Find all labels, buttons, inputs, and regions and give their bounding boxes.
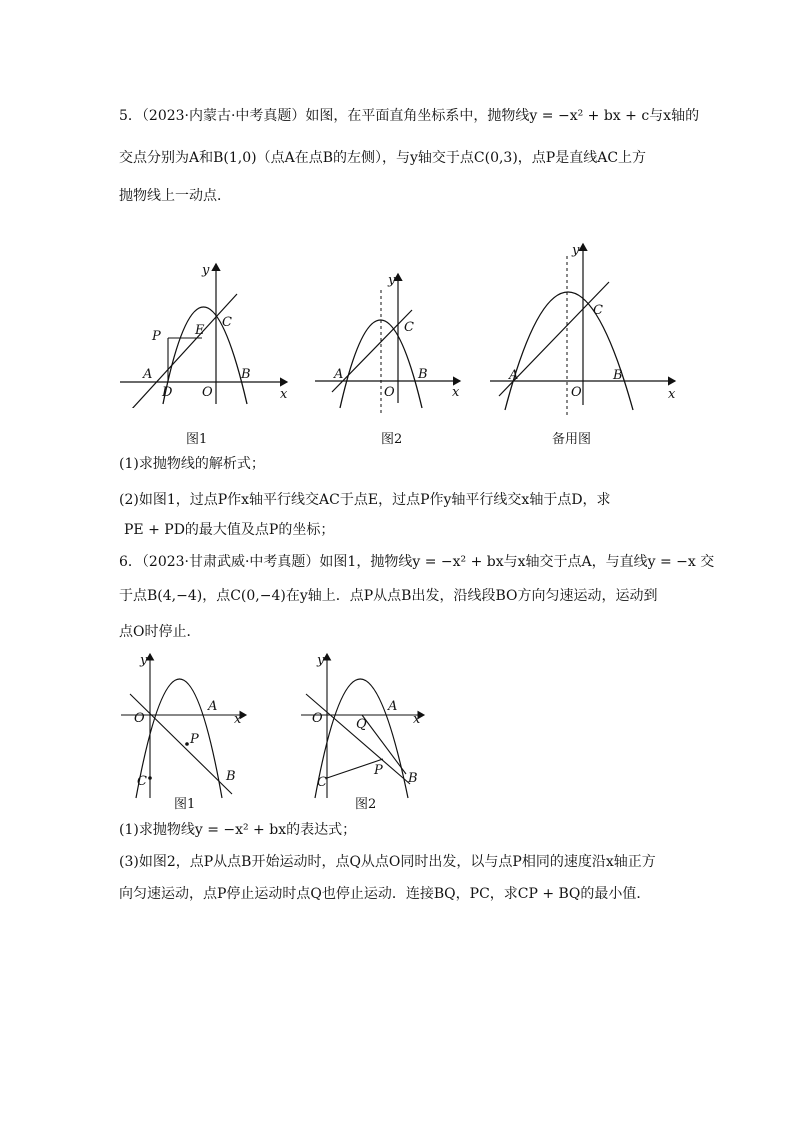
- label-A: A: [208, 699, 218, 714]
- parabola: [315, 679, 408, 798]
- label-Q: Q: [356, 717, 367, 732]
- problem5-line2: 交点分别为A和B(1,0)（点A在点B的左侧），与y轴交于点C(0,3)，点P是直线AC上方: [119, 150, 647, 166]
- p5-caption-fig2: 图2: [381, 432, 403, 447]
- problem6-line3: 点O时停止．: [119, 624, 201, 640]
- label-O: O: [134, 711, 145, 726]
- p5-figure1: [115, 258, 295, 408]
- label-B: B: [226, 769, 236, 784]
- label-x: x: [452, 385, 460, 400]
- p5-question2-line1: (2)如图1，过点P作x轴平行线交AC于点E，过点P作y轴平行线交x轴于点D，求: [119, 492, 611, 508]
- p5-caption-fig1: 图1: [186, 432, 208, 447]
- label-x: x: [234, 712, 242, 727]
- p6-figure1: [118, 650, 253, 800]
- parabola: [136, 679, 222, 798]
- problem5-line3: 抛物线上一动点．: [119, 188, 231, 204]
- p6-caption-fig1: 图1: [174, 797, 196, 812]
- point-P: [185, 742, 189, 746]
- label-B: B: [408, 771, 418, 786]
- line-AC: [120, 294, 237, 408]
- p6-question3-line1: (3)如图2，点P从点B开始运动时，点Q从点O同时出发，以与点P相同的速度沿x轴正方: [119, 854, 656, 870]
- parabola: [505, 292, 633, 410]
- label-y: y: [140, 653, 148, 668]
- label-A: A: [334, 367, 344, 382]
- label-x: x: [668, 387, 676, 402]
- p5-caption-backup: 备用图: [552, 432, 592, 447]
- label-C: C: [404, 320, 414, 335]
- p5-question1: (1)求抛物线的解析式；: [119, 456, 265, 472]
- label-P: P: [190, 732, 199, 747]
- label-C: C: [222, 315, 232, 330]
- point-C: [148, 776, 152, 780]
- p6-caption-fig2: 图2: [355, 797, 377, 812]
- label-O: O: [202, 385, 213, 400]
- p6-question3-line2: 向匀速运动，点P停止运动时点Q也停止运动．连接BQ，PC，求CP + BQ的最小值．: [119, 886, 651, 902]
- p5-question2-line2: PE + PD的最大值及点P的坐标；: [124, 522, 335, 538]
- label-A: A: [509, 368, 519, 383]
- problem6-line2: 于点B(4,−4)，点C(0,−4)在y轴上．点P从点B出发，沿线段BO方向匀速运动，运动到: [119, 588, 658, 604]
- label-O: O: [312, 711, 323, 726]
- label-x: x: [413, 712, 421, 727]
- label-B: B: [241, 367, 251, 382]
- line-AC: [332, 310, 412, 392]
- label-A: A: [143, 367, 153, 382]
- label-E: E: [195, 323, 205, 338]
- label-D: D: [162, 385, 173, 400]
- label-O: O: [571, 385, 582, 400]
- label-C: C: [137, 774, 147, 789]
- label-O: O: [384, 385, 395, 400]
- label-B: B: [613, 368, 623, 383]
- label-y: y: [202, 263, 210, 278]
- label-P: P: [374, 763, 383, 778]
- label-x: x: [280, 387, 288, 402]
- label-P: P: [152, 329, 161, 344]
- label-y: y: [317, 653, 325, 668]
- problem6-line1: 6．（2023·甘肃武威·中考真题）如图1，抛物线y = −x² + bx与x轴交于点A，与直线y = −x 交: [119, 554, 715, 570]
- label-C: C: [317, 775, 327, 790]
- p6-question1: (1)求抛物线y = −x² + bx的表达式；: [119, 822, 357, 838]
- p6-figure2: [298, 650, 433, 800]
- label-C: C: [593, 303, 603, 318]
- p5-figure-backup: [485, 240, 680, 420]
- label-y: y: [572, 243, 580, 258]
- p5-figure2: [310, 268, 470, 418]
- problem5-line1: 5．（2023·内蒙古·中考真题）如图，在平面直角坐标系中，抛物线y = −x² + bx + c与x轴的: [119, 108, 700, 124]
- segment-BQ: [362, 715, 406, 774]
- label-y: y: [388, 273, 396, 288]
- label-A: A: [388, 699, 398, 714]
- label-B: B: [418, 367, 428, 382]
